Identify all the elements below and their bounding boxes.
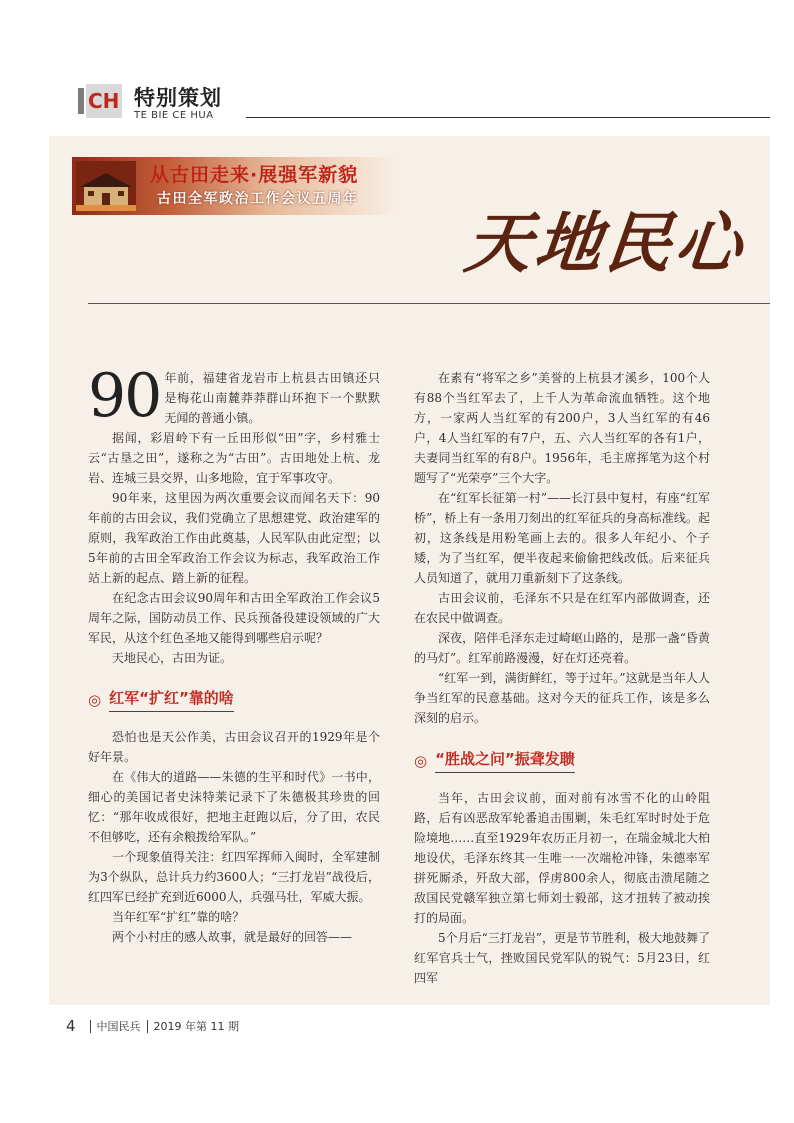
paragraph: 90年来，这里因为两次重要会议而闻名天下：90年前的古田会议，我们党确立了思想建党、政治建军的原则，我军政治工作由此奠基，人民军队由此定型；以5年前的古田全军政治工作会议为标志，我军政治工作站上新的起点、踏上新的征程。 — [88, 491, 380, 585]
paragraph: 在“红军长征第一村”——长汀县中复村，有座“红军桥”，桥上有一条用刀刻出的红军征兵的身高标准线。起初，这条线是用粉笔画上去的。很多人年纪小、个子矮，为了当红军，便半夜起来偷偷把线改低。后来征兵人员知道了，就用刀重新刻下了这条线。 — [414, 491, 710, 585]
magazine-name: 中国民兵 — [96, 1020, 141, 1033]
right-column-part2 — [414, 788, 710, 988]
left-column-part2 — [88, 727, 380, 947]
subhead-text: 红军“扩红”靠的啥 — [109, 687, 234, 712]
footer-separator — [90, 1020, 91, 1033]
paragraph: 深夜，陪伴毛泽东走过崎岖山路的，是那一盏“昏黄的马灯”。红军前路漫漫，好在灯还亮着。 — [414, 631, 710, 665]
paragraph: 恐怕也是天公作美，古田会议召开的1929年是个好年景。 — [88, 730, 380, 764]
left-subhead — [88, 687, 234, 712]
header-divider — [246, 117, 770, 118]
bullet-circle-icon: ◎ — [88, 690, 102, 709]
headline-divider — [88, 303, 770, 304]
paragraph: 据闻，彩眉岭下有一丘田形似“田”字，乡村雅士云“古垦之田”，遂称之为“古田”。古田地处上杭、龙岩、连城三县交界，山多地险，宜于军事攻守。 — [88, 431, 380, 485]
left-column — [88, 361, 380, 668]
logo-bar — [78, 88, 84, 114]
paragraph: 两个小村庄的感人故事，就是最好的回答—— — [112, 930, 353, 944]
right-column — [414, 368, 710, 728]
page-footer — [66, 1017, 239, 1035]
dropcap-number: 90 — [88, 361, 161, 431]
footer-separator — [147, 1020, 148, 1033]
paragraph: 当年，古田会议前，面对前有冰雪不化的山岭阻路，后有凶恶敌军轮番追击围剿，朱毛红军时时处于危险境地……直至1929年农历正月初一，在瑞金城北大柏地设伏，毛泽东终其一生唯一一次端枪冲锋，朱德率军拼死厮杀，歼敌大部，俘虏800余人，彻底击溃尾随之敌国民党赣军独立第七师刘士毅部，这才扭转了被动挨打的局面。 — [414, 791, 710, 925]
section-logo — [78, 84, 124, 118]
logo-letters: CH — [88, 89, 120, 113]
paragraph: 天地民心，古田为证。 — [112, 651, 233, 665]
banner-subtitle: 古田全军政治工作会议五周年 — [157, 191, 359, 207]
paragraph: 5个月后“三打龙岩”，更是节节胜利，极大地鼓舞了红军官兵士气，挫败国民党军队的锐气：5月23日，红四军 — [414, 931, 710, 985]
paragraph-text: 年前，福建省龙岩市上杭县古田镇还只是梅花山南麓莽莽群山环抱下一个默默无闻的普通小镇。 — [164, 371, 380, 425]
paragraph: “红军一到，满街鲜红，等于过年。”这就是当年人人争当红军的民意基础。这对今天的征兵工作，该是多么深刻的启示。 — [414, 671, 710, 725]
section-title: 特别策划 — [134, 86, 222, 110]
banner-building-illustration — [76, 161, 136, 211]
right-subhead — [414, 748, 575, 773]
intro-paragraph — [88, 361, 380, 431]
paragraph: 在素有“将军之乡”美誉的上杭县才溪乡，100个人有88个当红军去了，上千人为革命流血牺牲。这个地方，一家两人当红军的有200户，3人当红军的有46户，4人当红军的有7户，五、六人当红军的各有1户，夫妻同当红军的有8户。1956年，毛主席挥笔为这个村题写了“光荣亭”三个大字。 — [414, 371, 710, 485]
article-headline: 天地民心 — [461, 204, 750, 282]
page-number: 4 — [66, 1017, 76, 1035]
paragraph: 当年红军“扩红”靠的啥？ — [112, 910, 245, 924]
paragraph: 古田会议前，毛泽东不只是在红军内部做调查，还在农民中做调查。 — [414, 591, 710, 625]
paragraph: 在纪念古田会议90周年和古田全军政治工作会议5周年之际，国防动员工作、民兵预备役建设领域的广大军民，从这个红色圣地又能得到哪些启示呢？ — [88, 591, 380, 645]
paragraph: 一个现象值得关注：红四军挥师入闽时，全军建制为3个纵队，总计兵力约3600人；“三打龙岩”战役后，红四军已经扩充到近6000人，兵强马壮，军威大振。 — [88, 850, 380, 904]
paragraph: 在《伟大的道路——朱德的生平和时代》一书中，细心的美国记者史沫特莱记录下了朱德极其珍贵的回忆：“那年收成很好，把地主赶跑以后，分了田，农民不但够吃，还有余粮拨给军队。” — [88, 770, 380, 844]
subhead-text: “胜战之问”振聋发聩 — [435, 748, 575, 773]
section-pinyin: TE BIE CE HUA — [134, 110, 214, 121]
banner-title: 从古田走来·展强军新貌 — [150, 164, 359, 186]
bullet-circle-icon: ◎ — [414, 751, 428, 770]
issue-label: 2019 年第 11 期 — [153, 1020, 240, 1033]
